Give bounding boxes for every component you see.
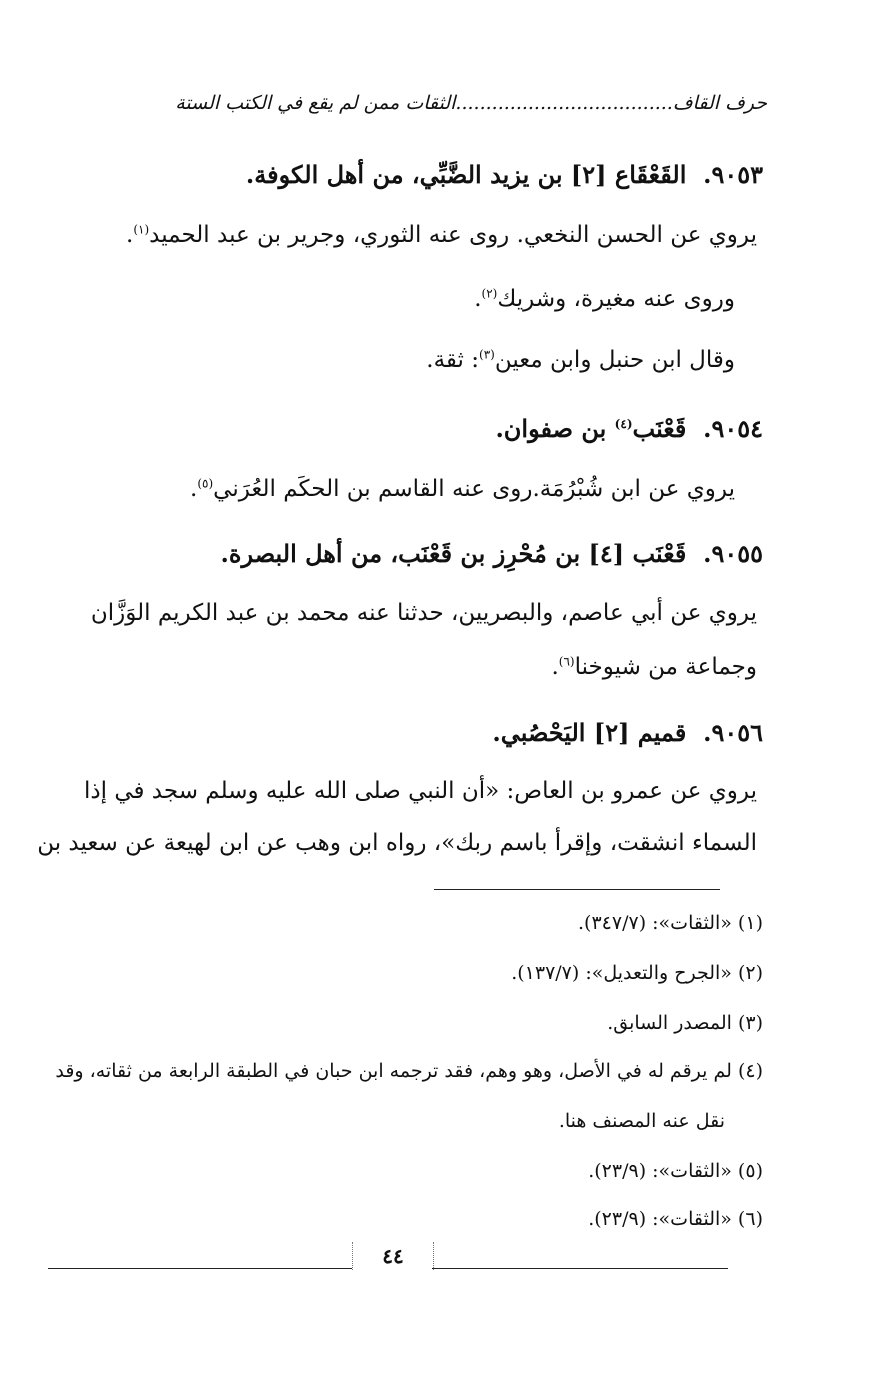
footnote-ref: (٢) [481,286,498,301]
footnote-ref: (٣) [479,347,495,362]
line-tail: . [551,654,559,680]
entry-text-line [91,600,757,626]
footnote-ref: (٥) [197,476,214,491]
entry-text-line [551,654,757,680]
running-head-book-title: الثقات ممن لم يقع في الكتب الستة [175,92,456,114]
line-text: وقال ابن حنبل وابن معين [494,347,735,373]
footnote-ref: (١) [133,222,150,237]
entry-title: قميم [٢] اليَحْصُبي. [492,718,687,747]
running-head [175,92,767,114]
entry-number: ٩٠٥٣. [703,160,763,189]
entry-title-rest: بن صفوان. [495,414,615,443]
entry-text-line [426,347,735,373]
line-tail: . [474,286,482,312]
entry-text-line [37,830,757,856]
footer-rule-left [48,1268,352,1269]
line-text: يروي عن عمرو بن العاص: «أن النبي صلى الله عليه وسلم سجد في إذا [83,778,757,804]
entry-number: ٩٠٥٦. [703,718,763,747]
entry-heading [246,160,763,189]
entry-title: القَعْقَاع [٢] بن يزيد الضَّبِّي، من أهل الكوفة. [245,160,687,189]
entry-number: ٩٠٥٥. [703,539,763,568]
page-number: ٤٤ [382,1244,404,1268]
line-tail: . [190,476,198,502]
footnote-ref: (٦) [558,654,575,669]
line-tail: : ثقة. [426,347,480,373]
entry-title: قَعْنَب [٤] بن مُحْرِز بن قَعْنَب، من أهل البصرة. [220,539,687,568]
line-text: يروي عن ابن شُبْرُمَة.روى عنه القاسم بن الحكَم العُرَني [213,476,735,502]
footnote: (٦) «الثقات»: (٢٣/٩). [588,1208,763,1230]
footnote-ref: (٤) [614,417,633,431]
line-text: يروي عن الحسن النخعي. روى عنه الثوري، وجرير بن عبد الحميد [149,222,757,248]
footnote: (٣) المصدر السابق. [607,1012,763,1034]
entry-number: ٩٠٥٤. [703,414,763,443]
entry-title: قَعْنَب [632,414,687,443]
running-head-chapter: حرف القاف [672,92,767,114]
footer-rule-right [432,1268,728,1269]
footnote: (١) «الثقات»: (٣٤٧/٧). [578,912,763,934]
entry-text-line [126,222,757,248]
line-text: يروي عن أبي عاصم، والبصريين، حدثنا عنه محمد بن عبد الكريم الوَزَّان [90,600,757,626]
line-tail: . [126,222,134,248]
footnote: (٤) لم يرقم له في الأصل، وهو وهم، فقد ترجمه ابن حبان في الطبقة الرابعة من ثقاته، وقد [55,1060,763,1082]
footnote: (٥) «الثقات»: (٢٣/٩). [588,1160,763,1182]
entry-text-line [474,286,735,312]
footnote-continuation: نقل عنه المصنف هنا. [558,1110,725,1132]
entry-heading [221,539,763,568]
line-text: السماء انشقت، وإقرأ باسم ربك»، رواه ابن وهب عن ابن لهيعة عن سعيد بن [37,830,757,856]
entry-text-line [190,476,735,502]
line-text: وروى عنه مغيرة، وشريك [497,286,735,312]
entry-text-line [84,778,757,804]
footnote: (٢) «الجرح والتعديل»: (١٣٧/٧). [511,962,763,984]
line-text: وجماعة من شيوخنا [574,654,757,680]
footnote-separator [434,889,720,890]
running-head-dots: .................................... [455,92,673,114]
entry-heading [492,718,763,747]
entry-heading [495,414,763,443]
